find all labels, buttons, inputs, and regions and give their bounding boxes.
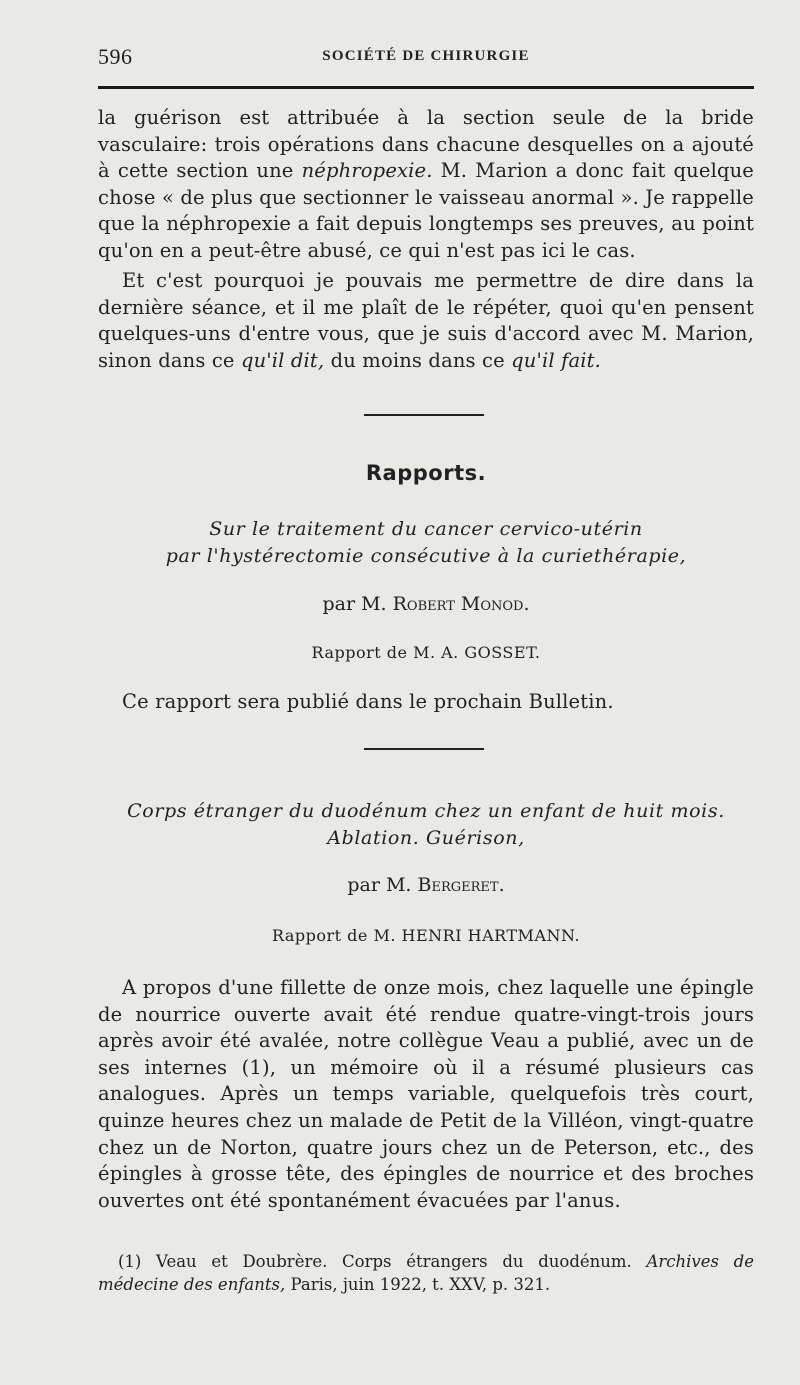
intro-p2-italic-1: qu'il dit, [240, 348, 325, 372]
report1-title-line-1: Sur le traitement du cancer cervico-utérin [209, 518, 643, 540]
page-number: 596 [98, 44, 133, 69]
intro-p1-text-a: la guérison est attribuée à la section seule de la bride vasculaire: trois opérations dans chacune desquelles on a ajouté à cette section une [98, 106, 754, 183]
report2-author [98, 872, 754, 899]
page-header [98, 44, 754, 72]
report2-body [98, 975, 754, 1214]
intro-paragraph-1 [98, 105, 754, 265]
footnote-text-b: Paris, juin 1922, t. XXV, p. 321. [285, 1275, 551, 1294]
report-divider [364, 748, 484, 750]
header-rule [98, 86, 754, 89]
report1-note [98, 689, 754, 716]
report2-title-line-2: Ablation. Guérison, [327, 827, 525, 849]
report2-author-prefix: par M. [347, 874, 418, 896]
section-heading: Rapports. [365, 461, 487, 485]
report1-note-text: Ce rapport sera publié dans le prochain Bulletin. [122, 690, 614, 713]
report2-title-line-1: Corps étranger du duodénum chez un enfant de huit mois. [127, 800, 725, 822]
report2-reporter: Rapport de M. HENRI HARTMANN. [271, 926, 581, 945]
report2-author-name: Bergeret. [417, 874, 505, 896]
intro-p1-text-b: M. Marion a donc fait quelque chose « de plus que sectionner le vaisseau anormal ». Je rappelle que la néphropexie a fait depuis longtemps ses preuves, au point qu'on en a peut-être abusé, ce qui n'est pas ici le cas. [98, 159, 754, 262]
intro-paragraph-2 [98, 268, 754, 374]
report2-title [98, 798, 754, 852]
report1-reporter: Rapport de M. A. GOSSET. [311, 643, 541, 662]
footnote-journal: Archives de médecine des enfants, [98, 1252, 754, 1294]
intro-p1-italic: néphropexie. [301, 159, 433, 183]
running-title: SOCIÉTÉ DE CHIRURGIE [322, 48, 530, 64]
report1-author-name: Robert Monod. [392, 593, 530, 615]
report1-author [98, 591, 754, 618]
intro-p2-italic-2: qu'il fait. [511, 348, 602, 372]
section-divider [364, 414, 484, 416]
report1-title-line-2: par l'hystérectomie consécutive à la curiethérapie, [165, 545, 687, 567]
intro-p2-text-a: Et c'est pourquoi je pouvais me permettre de dire dans la dernière séance, et il me plaît de le répéter, quoi qu'en pensent quelques-uns d'entre vous, que je suis d'accord avec M. Marion, sinon dans ce [98, 269, 754, 372]
footnote-text-a: (1) Veau et Doubrère. Corps étrangers du duodénum. [118, 1252, 647, 1271]
report1-title [98, 516, 754, 570]
report1-author-prefix: par M. [322, 593, 393, 615]
footnote [98, 1250, 754, 1296]
intro-p2-text-b: du moins dans ce [324, 348, 512, 372]
report2-body-text: A propos d'une fillette de onze mois, chez laquelle une épingle de nourrice ouverte avait été rendue quatre-vingt-trois jours après avoir été avalée, notre collègue Veau a publié, avec un de ses internes (1), un mémoire où il a résumé plusieurs cas analogues. Après un temps variable, quelquefois très court, quinze heures chez un malade de Petit de la Villéon, vingt-quatre chez un de Norton, quatre jours chez un de Peterson, etc., des épingles à grosse tête, des épingles de nourrice et des broches ouvertes ont été spontanément évacuées par l'anus. [98, 976, 754, 1212]
